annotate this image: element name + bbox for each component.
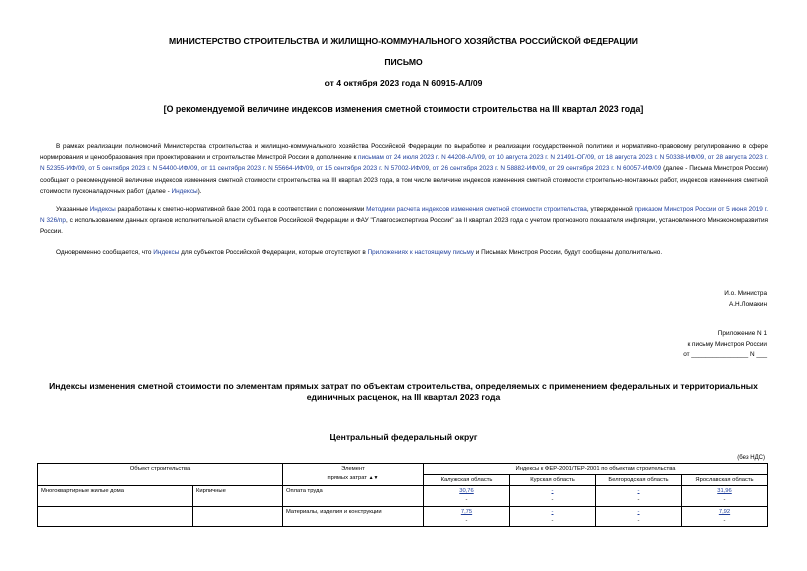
- cell-material: [193, 507, 283, 527]
- indexes-link[interactable]: Индексы: [89, 206, 116, 213]
- cell-sub: -: [723, 497, 726, 503]
- cell-value: [424, 507, 510, 527]
- value-link[interactable]: 30,76: [459, 488, 474, 494]
- index-table-title: Индексы изменения сметной стоимости по элементам прямых затрат по объектам строительства, определяемых с применением федеральных и территориальных единичных расценок, на III квартал 2023 года: [49, 381, 758, 402]
- header-element-sub: прямых затрат: [327, 475, 367, 481]
- index-table: [37, 463, 768, 527]
- cell-sub: -: [723, 518, 726, 524]
- paragraph-2-text-a: Указанные: [56, 206, 90, 213]
- appendix-date-number: от ________________ N ___: [683, 351, 767, 358]
- cell-object: Многоквартирные жилые дома: [38, 486, 193, 507]
- cell-value: [510, 486, 596, 507]
- document-date-number: от 4 октября 2023 года N 60915-АЛ/09: [324, 78, 483, 88]
- paragraph-1-text-a: В рамках реализации полномочий Министерства строительства и жилищно-коммунального хозяйства Российской Федерации по выработке и реализации государственной политики и нормативно-правовому регулированию в сфере нормирования и ценообразования при проектировании и строительстве Минстрой России в дополнение к: [40, 143, 768, 162]
- letters-link[interactable]: письмам от 24 июля 2023 г. N 44208-АЛ/09, от 10 августа 2023 г. N 21491-ОГ/09, от 18 августа 2023 г. N 50338-ИФ/09, от 28 августа 2023 г. N 52355-ИФ/09, от 5 сентября 2023 г. N 54400-ИФ/09, от 11 сентября 2023 г. N 55664-ИФ/09, от 15 сентября 2023 г. N 57002-ИФ/09, от 26 сентября 2023 г. N 58882-ИФ/09, от 29 сентября 2023 г. N 60057-ИФ/09: [40, 154, 768, 173]
- paragraph-2-text-c: , утвержденной: [586, 206, 635, 213]
- appendix-reference: к письму Минстроя России: [687, 340, 767, 348]
- value-link[interactable]: 31,96: [717, 488, 732, 494]
- paragraph-3-text-b: для субъектов Российской Федерации, которые отсутствуют в: [179, 249, 368, 256]
- header-region: Калужская область: [424, 475, 510, 486]
- cell-object: [38, 507, 193, 527]
- header-indexes: Индексы к ФЕР-2001/ТЕР-2001 по объектам строительства: [424, 464, 768, 475]
- order-link[interactable]: приказом Минстроя России от 5 июня 2019 г. N 326/пр: [40, 206, 768, 225]
- header-region: Курская область: [510, 475, 596, 486]
- value-link[interactable]: 7,92: [718, 509, 731, 515]
- sort-icon[interactable]: ▲▼: [368, 475, 379, 481]
- header-element[interactable]: [283, 464, 424, 486]
- document-subject: [О рекомендуемой величине индексов изменения сметной стоимости строительства на III квартал 2023 года]: [163, 104, 644, 114]
- value-link[interactable]: -: [551, 509, 554, 515]
- paragraph-3-text-a: Одновременно сообщается, что: [56, 249, 154, 256]
- cell-sub: -: [551, 497, 554, 503]
- cell-value: [596, 486, 682, 507]
- cell-value: [596, 507, 682, 527]
- signatory-name: А.Н.Ломакин: [728, 300, 767, 308]
- paragraph-2-text-b: разработаны к сметно-нормативной базе 2001 года в соответствии с положениями: [115, 206, 367, 213]
- value-link[interactable]: -: [551, 488, 554, 494]
- cell-sub: -: [465, 518, 468, 524]
- paragraph-1-text-b: (далее - Письма Минстроя России) сообщает о рекомендуемой величине индексов изменения сметной стоимости строительства на III квартал 2023 года, в том числе величине индексов изменения сметной стоимости строительно-монтажных работ, индексов изменения сметной стоимости пусконаладочных работ (далее -: [40, 165, 768, 195]
- value-link[interactable]: 7,75: [460, 509, 473, 515]
- cell-value: [682, 486, 768, 507]
- paragraph-1-text-c: ).: [197, 187, 202, 195]
- ministry-name: МИНИСТЕРСТВО СТРОИТЕЛЬСТВА И ЖИЛИЩНО-КОММУНАЛЬНОГО ХОЗЯЙСТВА РОССИЙСКОЙ ФЕДЕРАЦИИ: [169, 36, 638, 46]
- cell-value: [424, 486, 510, 507]
- paragraph-3-text-c: и Письмах Минстроя России, будут сообщены дополнительно.: [474, 249, 663, 256]
- indexes-link[interactable]: Индексы: [153, 249, 180, 256]
- table-row: [38, 486, 768, 507]
- cell-sub: -: [551, 518, 554, 524]
- cell-element: Материалы, изделия и конструкции: [283, 507, 424, 527]
- federal-district-title: Центральный федеральный округ: [329, 432, 478, 442]
- cell-value: [510, 507, 596, 527]
- table-header-row-1: [38, 464, 768, 475]
- value-link[interactable]: -: [637, 488, 640, 494]
- cell-sub: -: [637, 497, 640, 503]
- methodology-link[interactable]: Методики расчета индексов изменения сметной стоимости строительства: [366, 206, 587, 213]
- value-link[interactable]: -: [637, 509, 640, 515]
- signatory-position: И.о. Министра: [724, 290, 767, 297]
- cell-sub: -: [465, 497, 468, 503]
- table-row: [38, 507, 768, 527]
- header-object: Объект строительства: [38, 464, 283, 486]
- paragraph-2-text-d: , с использованием данных органов исполнительной власти субъектов Российской Федерации и ФАУ "Главгосэкспертиза России" за II квартал 2023 года с учетом прогнозного показателя инфляции, установленного Минэкономразвития России.: [40, 217, 769, 236]
- paragraph-2: [40, 204, 768, 238]
- appendix-block: [683, 329, 767, 361]
- cell-element: Оплата труда: [283, 486, 424, 507]
- signature-block: [724, 289, 767, 310]
- header-region: Белгородская область: [596, 475, 682, 486]
- cell-value: [682, 507, 768, 527]
- appendix-number: Приложение N 1: [717, 330, 767, 337]
- cell-sub: -: [637, 518, 640, 524]
- header-element-label: Элемент: [341, 466, 365, 472]
- document-type: ПИСЬМО: [384, 57, 423, 67]
- cell-material: Кирпичные: [193, 486, 283, 507]
- appendices-link[interactable]: Приложениях к настоящему письму: [367, 249, 474, 256]
- header-region: Ярославская область: [682, 475, 768, 486]
- paragraph-3: [40, 247, 768, 258]
- paragraph-1: [40, 141, 768, 197]
- indexes-link[interactable]: Индексы: [171, 187, 198, 195]
- vat-note: (без НДС): [737, 455, 765, 461]
